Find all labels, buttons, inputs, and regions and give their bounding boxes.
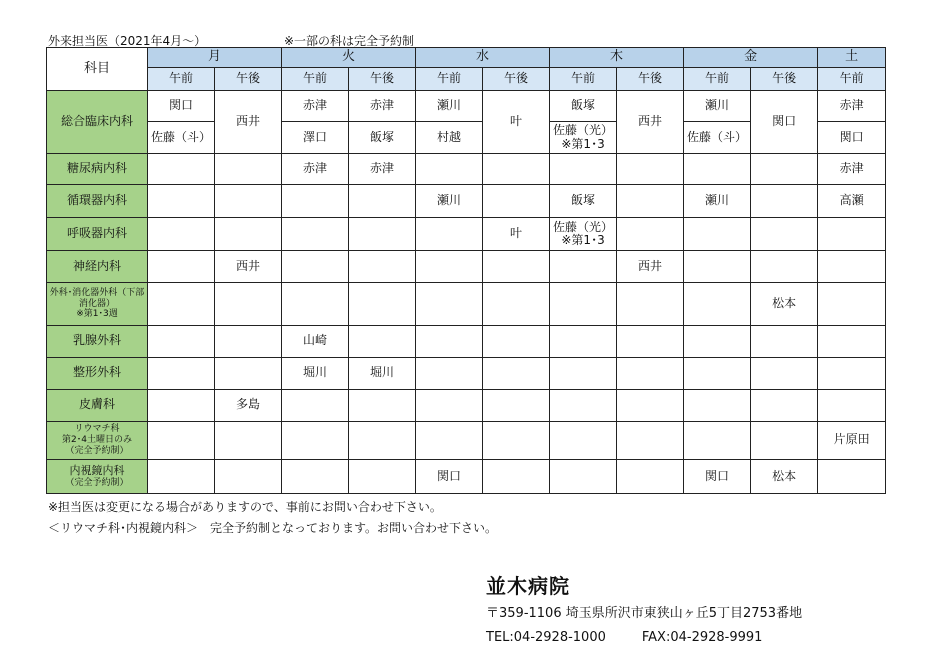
doctor-cell [148,357,215,389]
doctor-cell [751,389,818,421]
table-row [47,283,886,325]
dept-sub-label: （完全予約制） [65,445,129,456]
doctor-cell [751,218,818,251]
doctor-cell: 松本 [751,283,818,325]
doctor-cell [751,325,818,357]
doctor-cell [282,283,349,325]
doctor-cell: 赤津 [349,91,416,122]
doctor-cell: 堀川 [349,357,416,389]
table-row [47,421,886,459]
day-thu: 木 [550,48,684,68]
dept-cardiology: 循環器内科 [47,185,148,218]
table-row [47,389,886,421]
doctor-cell [617,218,684,251]
doctor-cell [483,283,550,325]
doctor-cell: 関口 [684,459,751,493]
hospital-tel: TEL:04-2928-1000 [486,630,606,645]
doctor-cell: 赤津 [282,91,349,122]
doctor-cell: 西井 [617,251,684,283]
doctor-cell: 澤口 [282,122,349,154]
doctor-cell [215,283,282,325]
doctor-cell [818,325,886,357]
dept-respiratory: 呼吸器内科 [47,218,148,251]
slot-am: 午前 [416,68,483,91]
doctor-cell [483,251,550,283]
doctor-cell [215,185,282,218]
doctor-cell [148,459,215,493]
doctor-cell [751,251,818,283]
doctor-cell: 西井 [215,251,282,283]
doctor-cell [818,283,886,325]
doctor-cell: 村越 [416,122,483,154]
doctor-cell [550,325,617,357]
doctor-cell [215,357,282,389]
doctor-cell [483,459,550,493]
schedule-title: 外来担当医（2021年4月～） [48,34,207,48]
doctor-cell [148,325,215,357]
doctor-cell [550,218,617,251]
doctor-cell [282,218,349,251]
dept-label: 内視鏡内科 [69,464,125,478]
slot-pm: 午後 [483,68,550,91]
doctor-cell: 西井 [215,91,282,154]
doctor-cell: 赤津 [818,91,886,122]
slot-pm: 午後 [215,68,282,91]
table-row [47,91,886,122]
doctor-cell [349,283,416,325]
doctor-cell: 叶 [483,218,550,251]
doctor-name: 佐藤（光） [553,122,614,137]
doctor-cell: 佐藤（斗） [148,122,215,154]
slot-am: 午前 [684,68,751,91]
doctor-cell [550,251,617,283]
doctor-cell [349,421,416,459]
doctor-note: ※第1･3 [561,233,605,248]
doctor-cell [818,218,886,251]
table-row [47,185,886,218]
change-notice: ※担当医は変更になる場合がありますので、事前にお問い合わせ下さい。 [48,500,442,514]
slot-am: 午前 [282,68,349,91]
hospital-address: 〒359-1106 埼玉県所沢市東狭山ヶ丘5丁目2753番地 [486,606,803,621]
doctor-cell [215,459,282,493]
doctor-cell [751,357,818,389]
doctor-cell: 西井 [617,91,684,154]
doctor-cell [148,251,215,283]
doctor-cell: 瀬川 [684,185,751,218]
table-row [47,357,886,389]
doctor-cell: 関口 [416,459,483,493]
dept-general-internal: 総合臨床内科 [47,91,148,154]
doctor-note: ※第1･3 [561,136,605,151]
doctor-cell [416,283,483,325]
doctor-cell [684,154,751,185]
doctor-cell [483,154,550,185]
doctor-cell [416,421,483,459]
reservation-note: ※一部の科は完全予約制 [284,34,415,48]
dept-label: リウマチ科 [74,424,120,435]
doctor-cell: 赤津 [282,154,349,185]
doctor-name: 佐藤（光） [553,219,614,234]
doctor-cell [483,421,550,459]
day-wed: 水 [416,48,550,68]
day-fri: 金 [684,48,818,68]
doctor-cell [349,218,416,251]
doctor-cell: 多島 [215,389,282,421]
dept-dermatology: 皮膚科 [47,389,148,421]
doctor-cell [483,325,550,357]
doctor-cell [550,122,617,154]
dept-sub-label: ※第1･3週 [76,309,118,320]
doctor-cell [550,283,617,325]
doctor-cell [617,185,684,218]
slot-pm: 午後 [751,68,818,91]
doctor-cell [349,251,416,283]
table-row [47,218,886,251]
doctor-cell [818,357,886,389]
table-row [47,251,886,283]
dept-rheumatology [47,421,148,459]
doctor-cell [282,185,349,218]
doctor-cell: 片原田 [818,421,886,459]
doctor-cell [751,185,818,218]
slot-am: 午前 [550,68,617,91]
doctor-cell [751,154,818,185]
doctor-cell [215,325,282,357]
doctor-cell [617,283,684,325]
dept-endoscopy [47,459,148,493]
doctor-cell [684,389,751,421]
doctor-cell [148,154,215,185]
doctor-cell: 飯塚 [550,91,617,122]
dept-diabetes: 糖尿病内科 [47,154,148,185]
doctor-cell [416,251,483,283]
dept-sub-label: 第2･4土曜日のみ [62,434,132,445]
doctor-cell: 赤津 [349,154,416,185]
doctor-cell: 高瀬 [818,185,886,218]
doctor-cell: 関口 [148,91,215,122]
dept-sub-label: （完全予約制） [65,477,129,488]
doctor-cell: 佐藤（斗） [684,122,751,154]
dept-orthopedics: 整形外科 [47,357,148,389]
doctor-cell: 関口 [751,91,818,154]
schedule-table [46,47,886,494]
doctor-cell [684,421,751,459]
day-sat: 土 [818,48,886,68]
doctor-cell [215,218,282,251]
dept-surgery [47,283,148,325]
doctor-cell [349,459,416,493]
doctor-cell [818,251,886,283]
doctor-cell [617,325,684,357]
doctor-cell [617,459,684,493]
doctor-cell [416,357,483,389]
doctor-cell [349,389,416,421]
doctor-cell [550,421,617,459]
doctor-cell [617,421,684,459]
table-row [47,459,886,493]
doctor-cell [550,459,617,493]
doctor-cell [684,218,751,251]
slot-pm: 午後 [617,68,684,91]
table-row [47,325,886,357]
corner-label: 科目 [47,48,148,91]
doctor-cell [416,325,483,357]
doctor-cell: 松本 [751,459,818,493]
doctor-cell: 赤津 [818,154,886,185]
doctor-cell: 関口 [818,122,886,154]
day-mon: 月 [148,48,282,68]
dept-breast-surgery: 乳腺外科 [47,325,148,357]
doctor-cell [818,459,886,493]
day-header-row [47,48,886,68]
doctor-cell [684,357,751,389]
day-tue: 火 [282,48,416,68]
doctor-cell [684,283,751,325]
slot-pm: 午後 [349,68,416,91]
doctor-cell [416,154,483,185]
doctor-cell [483,185,550,218]
doctor-cell: 叶 [483,91,550,154]
slot-am: 午前 [818,68,886,91]
doctor-cell [550,389,617,421]
hospital-contact [486,630,762,645]
doctor-cell [148,218,215,251]
doctor-cell [148,421,215,459]
doctor-cell [282,459,349,493]
dept-label: 外科･消化器外科（下部消化器） [49,287,145,309]
doctor-cell [349,185,416,218]
doctor-cell: 瀬川 [416,91,483,122]
hospital-name: 並木病院 [486,574,570,598]
dept-neurology: 神経内科 [47,251,148,283]
doctor-cell [416,218,483,251]
doctor-cell [215,154,282,185]
doctor-cell [416,389,483,421]
doctor-cell [818,389,886,421]
doctor-cell: 飯塚 [349,122,416,154]
slot-am: 午前 [148,68,215,91]
doctor-cell [617,389,684,421]
table-row [47,154,886,185]
doctor-cell [282,251,349,283]
doctor-cell [617,357,684,389]
doctor-cell [684,325,751,357]
doctor-cell: 堀川 [282,357,349,389]
doctor-cell [215,421,282,459]
doctor-cell: 瀬川 [416,185,483,218]
doctor-cell [282,421,349,459]
doctor-cell: 瀬川 [684,91,751,122]
doctor-cell [483,357,550,389]
doctor-cell [550,357,617,389]
doctor-cell [148,283,215,325]
hospital-fax: FAX:04-2928-9991 [641,630,763,645]
doctor-cell: 飯塚 [550,185,617,218]
doctor-cell [751,421,818,459]
doctor-cell [684,251,751,283]
reservation-notice: ＜リウマチ科･内視鏡内科＞ 完全予約制となっております。お問い合わせ下さい。 [48,521,498,535]
slot-header-row [47,68,886,91]
doctor-cell [617,154,684,185]
doctor-cell [550,154,617,185]
doctor-cell [148,185,215,218]
doctor-cell [349,325,416,357]
doctor-cell: 山崎 [282,325,349,357]
doctor-cell [282,389,349,421]
doctor-cell [483,389,550,421]
doctor-cell [148,389,215,421]
